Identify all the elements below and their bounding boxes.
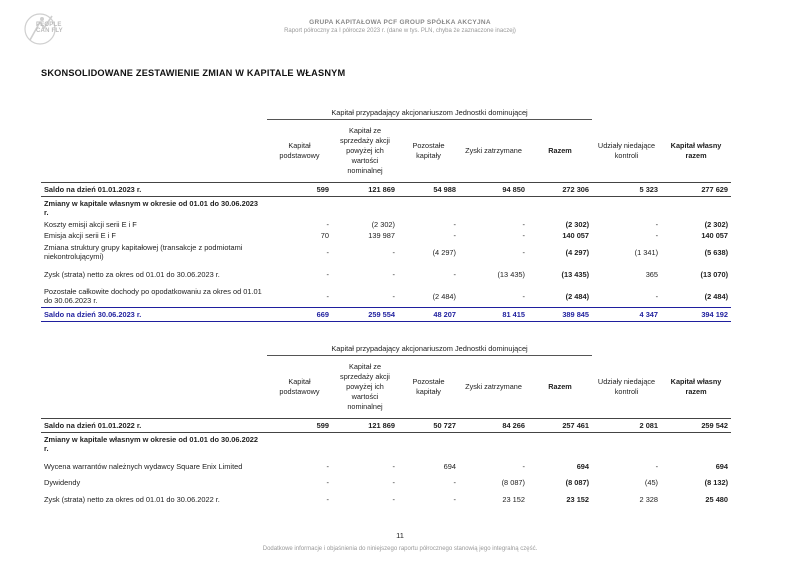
cell: - bbox=[326, 220, 329, 229]
cell: (13 435) bbox=[561, 269, 590, 279]
cell: - bbox=[522, 231, 525, 240]
cell: 669 bbox=[267, 308, 332, 322]
cell: 140 057 bbox=[701, 231, 729, 240]
cell: - bbox=[655, 220, 659, 229]
col-header: Razem bbox=[548, 382, 572, 391]
table-row bbox=[41, 477, 731, 488]
row-label: Saldo na dzień 01.01.2022 r. bbox=[41, 419, 267, 433]
col-header: Udziały niedające kontroli bbox=[597, 140, 656, 160]
table-row bbox=[41, 488, 731, 510]
col-header: Kapitał podstawowy bbox=[279, 377, 320, 396]
footer-note: Dodatkowe informacje i objaśnienia do niniejszego raportu półrocznego stanowią jego integralną część. bbox=[262, 546, 538, 552]
cell: 139 987 bbox=[368, 231, 395, 240]
row-label: Saldo na dzień 30.06.2023 r. bbox=[41, 308, 267, 322]
table-row bbox=[41, 263, 731, 285]
column-header-row bbox=[41, 120, 731, 183]
cell: - bbox=[392, 247, 395, 257]
row-label: Emisja akcji serii E i F bbox=[44, 231, 116, 240]
cell: 394 192 bbox=[661, 308, 731, 322]
cell: 5 323 bbox=[592, 183, 661, 197]
cell: - bbox=[326, 478, 329, 487]
cell: - bbox=[392, 478, 395, 487]
section-heading-row bbox=[41, 433, 731, 456]
cell: (45) bbox=[644, 478, 659, 487]
cell: (8 132) bbox=[704, 478, 729, 487]
cell: (1 341) bbox=[634, 247, 659, 257]
cell: 121 869 bbox=[332, 183, 398, 197]
cell: (4 297) bbox=[565, 247, 590, 257]
page-title: SKONSOLIDOWANE ZESTAWIENIE ZMIAN W KAPITALE WŁASNYM bbox=[41, 68, 346, 78]
cell: - bbox=[453, 478, 456, 487]
cell: 94 850 bbox=[459, 183, 528, 197]
table-row bbox=[41, 241, 731, 263]
cell: - bbox=[655, 461, 659, 471]
cell: 50 727 bbox=[398, 419, 459, 433]
col-header: Zyski zatrzymane bbox=[465, 382, 522, 391]
col-header: Kapitał własny razem bbox=[670, 140, 722, 160]
cell: - bbox=[522, 291, 525, 301]
cell: - bbox=[453, 220, 456, 229]
cell: - bbox=[392, 494, 395, 504]
table-row bbox=[41, 455, 731, 477]
equity-table-2023 bbox=[41, 106, 731, 322]
cell: 48 207 bbox=[398, 308, 459, 322]
report-subtitle: Raport półroczny za I półrocze 2023 r. (dane w tys. PLN, chyba że zaznaczone inaczej) bbox=[284, 28, 516, 34]
equity-table-2022 bbox=[41, 342, 731, 510]
cell: 140 057 bbox=[562, 231, 590, 240]
col-header: Pozostałe kapitały bbox=[412, 377, 445, 396]
column-header-row bbox=[41, 356, 731, 419]
closing-balance-row bbox=[41, 308, 731, 322]
cell: (4 297) bbox=[432, 247, 456, 257]
cell: - bbox=[392, 461, 395, 471]
cell: (2 302) bbox=[371, 220, 395, 229]
cell: 259 554 bbox=[332, 308, 398, 322]
cell: 23 152 bbox=[566, 494, 590, 504]
cell: 81 415 bbox=[459, 308, 528, 322]
cell: - bbox=[326, 247, 329, 257]
cell: 70 bbox=[320, 231, 329, 240]
cell: 272 306 bbox=[528, 183, 592, 197]
group-header-row bbox=[41, 342, 731, 356]
cell: 4 347 bbox=[592, 308, 661, 322]
logo-text: PEOPLE CAN FLY bbox=[36, 22, 63, 34]
table-row bbox=[41, 285, 731, 308]
cell: - bbox=[392, 291, 395, 301]
cell: - bbox=[326, 269, 329, 279]
cell: - bbox=[522, 247, 525, 257]
row-label: Zysk (strata) netto za okres od 01.01 do 30.06.2022 r. bbox=[44, 494, 220, 504]
company-name: GRUPA KAPITAŁOWA PCF GROUP SPÓŁKA AKCYJNA bbox=[309, 19, 491, 26]
cell: (13 070) bbox=[700, 269, 729, 279]
cell: - bbox=[453, 269, 456, 279]
cell: (2 484) bbox=[704, 291, 729, 301]
cell: (2 302) bbox=[704, 220, 729, 229]
cell: 694 bbox=[443, 461, 456, 471]
cell: 277 629 bbox=[661, 183, 731, 197]
cell: 694 bbox=[715, 461, 729, 471]
row-label: Wycena warrantów należnych wydawcy Square Enix Limited bbox=[44, 461, 243, 471]
cell: - bbox=[326, 291, 329, 301]
page-number: 11 bbox=[396, 531, 404, 540]
opening-balance-row bbox=[41, 419, 731, 433]
cell: 257 461 bbox=[528, 419, 592, 433]
col-header: Kapitał własny razem bbox=[670, 376, 722, 396]
cell: 2 328 bbox=[639, 494, 659, 504]
cell: - bbox=[326, 494, 329, 504]
cell: 365 bbox=[645, 269, 659, 279]
col-header: Kapitał ze sprzedaży akcji powyżej ich wartości nominalnej bbox=[340, 126, 390, 175]
cell: - bbox=[453, 494, 456, 504]
row-label: Zysk (strata) netto za okres od 01.01 do 30.06.2023 r. bbox=[44, 269, 220, 279]
table-row bbox=[41, 230, 731, 241]
cell: 121 869 bbox=[332, 419, 398, 433]
group-header-row bbox=[41, 106, 731, 120]
cell: 25 480 bbox=[705, 494, 729, 504]
cell: - bbox=[522, 461, 525, 471]
table-row bbox=[41, 219, 731, 230]
cell: 389 845 bbox=[528, 308, 592, 322]
cell: 694 bbox=[576, 461, 590, 471]
cell: - bbox=[655, 291, 659, 301]
col-header: Udziały niedające kontroli bbox=[597, 376, 656, 396]
row-label: Pozostałe całkowite dochody po opodatkowaniu za okres od 01.01 do 30.06.2023 r. bbox=[44, 287, 262, 305]
cell: 599 bbox=[267, 419, 332, 433]
cell: 599 bbox=[267, 183, 332, 197]
cell: 259 542 bbox=[661, 419, 731, 433]
col-header: Razem bbox=[548, 146, 572, 155]
cell: (13 435) bbox=[497, 269, 525, 279]
cell: 54 988 bbox=[398, 183, 459, 197]
cell: (8 087) bbox=[501, 478, 525, 487]
cell: 23 152 bbox=[502, 494, 525, 504]
cell: - bbox=[522, 220, 525, 229]
row-label: Koszty emisji akcji serii E i F bbox=[44, 220, 137, 229]
col-header: Kapitał ze sprzedaży akcji powyżej ich wartości nominalnej bbox=[340, 362, 390, 411]
row-label: Saldo na dzień 01.01.2023 r. bbox=[41, 183, 267, 197]
col-header: Pozostałe kapitały bbox=[412, 141, 445, 160]
section-heading: Zmiany w kapitale własnym w okresie od 01.01 do 30.06.2023 r. bbox=[44, 199, 259, 217]
row-label: Dywidendy bbox=[44, 478, 81, 487]
cell: (2 484) bbox=[565, 291, 590, 301]
row-label: Zmiana struktury grupy kapitałowej (transakcje z podmiotami niekontrolującymi) bbox=[44, 243, 243, 261]
cell: (2 302) bbox=[565, 220, 590, 229]
cell: - bbox=[655, 231, 659, 240]
section-heading: Zmiany w kapitale własnym w okresie od 01.01 do 30.06.2022 r. bbox=[44, 435, 259, 453]
group-header: Kapitał przypadający akcjonariuszom Jednostki dominującej bbox=[267, 106, 592, 120]
col-header: Zyski zatrzymane bbox=[465, 146, 522, 155]
cell: - bbox=[453, 231, 456, 240]
cell: - bbox=[392, 269, 395, 279]
cell: (8 087) bbox=[565, 478, 590, 487]
cell: - bbox=[326, 461, 329, 471]
cell: 84 266 bbox=[459, 419, 528, 433]
section-heading-row bbox=[41, 197, 731, 220]
group-header: Kapitał przypadający akcjonariuszom Jednostki dominującej bbox=[267, 342, 592, 356]
col-header: Kapitał podstawowy bbox=[279, 141, 320, 160]
opening-balance-row bbox=[41, 183, 731, 197]
cell: (2 484) bbox=[432, 291, 456, 301]
cell: (5 638) bbox=[704, 247, 729, 257]
cell: 2 081 bbox=[592, 419, 661, 433]
